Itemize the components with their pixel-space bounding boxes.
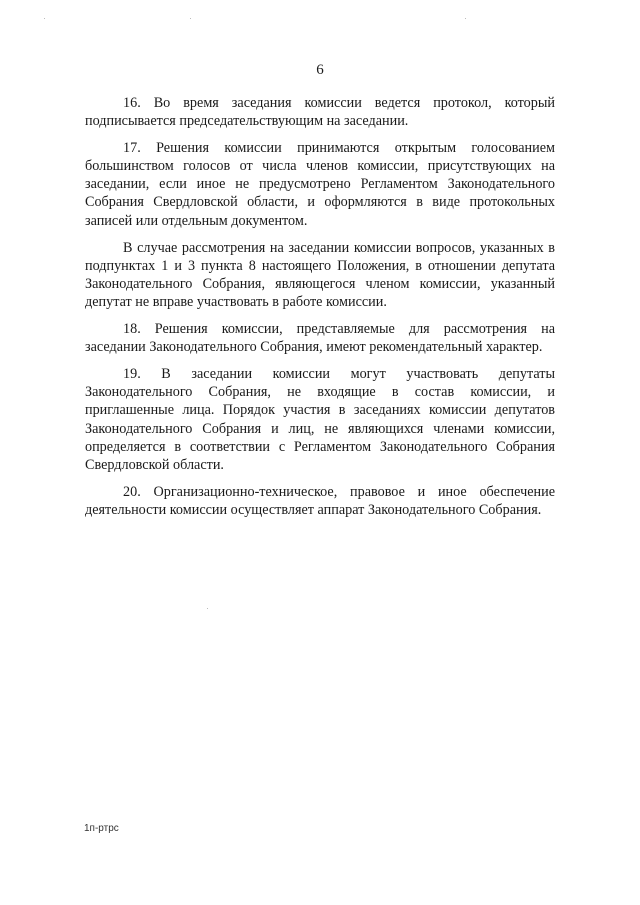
paragraph-18: 18. Решения комиссии, представляемые для рассмотрения на заседании Законодательного Собрания, имеют рекомендательный характер. [85,321,555,356]
paragraph-17-continuation: В случае рассмотрения на заседании комиссии вопросов, указанных в подпунктах 1 и 3 пункта 8 настоящего Положения, в отношении депутата Законодательного Собрания, являющегося членом комиссии, указанный депутат не вправе участвовать в работе комиссии. [85,239,555,310]
scan-speck [207,608,208,609]
scan-speck [44,18,45,19]
document-code: 1п-ртрс [84,823,119,834]
paragraph-16: 16. Во время заседания комиссии ведется протокол, который подписывается председательствующим на заседании. [85,95,555,130]
scan-speck [465,18,466,19]
scan-speck [190,18,191,19]
document-body [85,94,555,528]
paragraph-19: 19. В заседании комиссии могут участвовать депутаты Законодательного Собрания, не входящие в состав комиссии, и приглашенные лица. Порядок участия в заседаниях комиссии депутатов Законодательного Собрания и лиц, не являющихся членами комиссии, определяется в соответствии с Регламентом Законодательного Собрания Свердловской области. [85,366,555,473]
paragraph-17: 17. Решения комиссии принимаются открытым голосованием большинством голосов от числа членов комиссии, присутствующих на заседании, если иное не предусмотрено Регламентом Законодательного Собрания Свердловской области, и оформляются в виде протокольных записей или отдельным документом. [85,140,555,229]
paragraph-20: 20. Организационно-техническое, правовое и иное обеспечение деятельности комиссии осуществляет аппарат Законодательного Собрания. [85,483,555,518]
page-number: 6 [316,62,324,78]
